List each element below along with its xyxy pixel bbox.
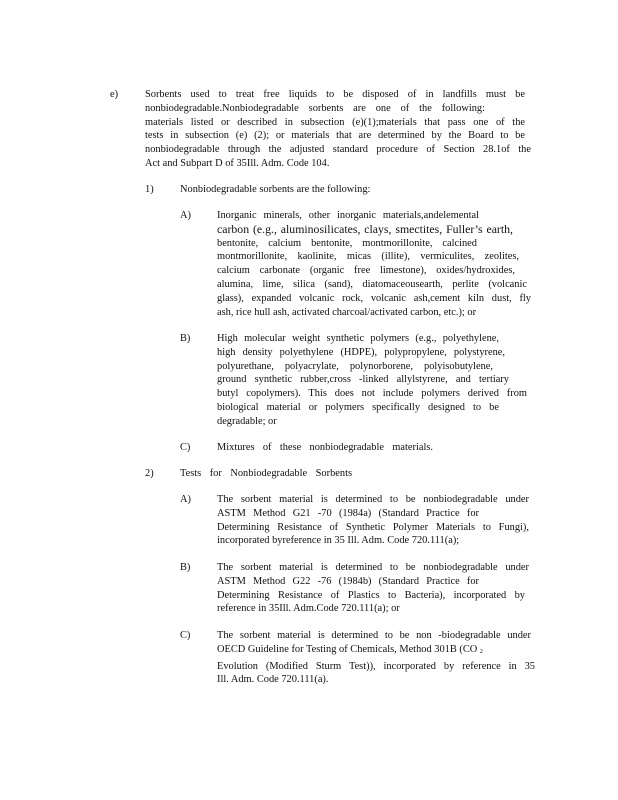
item-line: The sorbent material is determined to be nonbiodegradable under [217,494,529,505]
section-e-line: Sorbents used to treat free liquids to be disposed of in landfills must be [145,89,525,100]
section-e-label: e) [110,89,119,100]
item-line: bentonite, calcium bentonite, montmorillonite, calcined [217,237,477,249]
item-line: montmorillonite, kaolinite, micas (illite), vermiculites, zeolites, [217,251,519,263]
item-text [217,629,535,687]
subsection-2-heading: Tests for Nonbiodegradable Sorbents [180,468,352,479]
item-line: alumina, lime, silica (sand), diatomaceousearth, perlite (volcanic [217,278,527,290]
item-line: Determining Resistance of Plastics to Bacteria), incorporated by [217,589,525,601]
item-label: B) [180,562,191,573]
item-line: carbon (e.g., aluminosilicates, clays, smectites, Fuller’s earth, [217,221,513,236]
item-line: glass), expanded volcanic rock, volcanic ash,cement kiln dust, fly [217,292,531,304]
section-e-line: Act and Subpart D of 35Ill. Adm. Code 104. [145,157,330,169]
section-e-line: tests in subsection (e) (2); or materials that are determined by the Board to be [145,130,525,142]
item-line: Evolution (Modified Sturm Test)), incorporated by reference in 35 [217,660,535,672]
item-line: The sorbent material is determined to be nonbiodegradable under [217,562,529,573]
item-line: calcium carbonate (organic free limestone), oxides/hydroxides, [217,265,515,277]
item-line: Inorganic minerals, other inorganic materials,andelemental [217,210,479,221]
item-line: polyurethane, polyacrylate, polynorborene, polyisobutylene, [217,360,493,372]
item-line: Mixtures of these nonbiodegradable materials. [217,442,433,453]
item-line: reference in 35Ill. Adm.Code 720.111(a); or [217,603,400,615]
item-text [217,493,529,548]
item-label: C) [180,630,191,641]
item-line: biological material or polymers specifically designed to be [217,401,499,413]
subsection-1-label: 1) [145,184,154,195]
item-line: The sorbent material is determined to be non -biodegradable under [217,630,531,641]
item-label: A) [180,494,191,505]
section-e-line: materials listed or described in subsection (e)(1);materials that pass one of the [145,116,525,128]
item-label: C) [180,442,191,453]
item-label: B) [180,333,191,344]
section-e-line: nonbiodegradable.Nonbiodegradable sorbents are one of the following: [145,102,485,114]
item-text [217,332,527,429]
item-line: OECD Guideline for Testing of Chemicals, Method 301B (CO $_2$ [217,643,483,655]
item-line: Determining Resistance of Synthetic Polymer Materials to Fungi), [217,521,529,533]
co2-subscript: 2 [479,648,483,655]
item-line: Ill. Adm. Code 720.111(a). [217,674,329,686]
item-line: ASTM Method G22 -76 (1984b) (Standard Practice for [217,575,479,587]
item-line: High molecular weight synthetic polymers (e.g., polyethylene, [217,333,499,344]
item-line: high density polyethylene (HDPE), polypropylene, polystyrene, [217,346,505,358]
item-line: degradable; or [217,415,277,427]
section-e-text [145,88,531,171]
subsection-1-heading: Nonbiodegradable sorbents are the following: [180,184,371,195]
section-e-line: nonbiodegradable through the adjusted standard procedure of Section 28.1of the [145,144,531,156]
item-line: ASTM Method G21 -70 (1984a) (Standard Practice for [217,507,479,519]
item-line: incorporated byreference in 35 Ill. Adm. Code 720.111(a); [217,535,460,547]
item-line: butyl copolymers). This does not include polymers derived from [217,388,527,400]
item-label: A) [180,210,191,221]
item-text [217,441,433,455]
item-text [217,209,531,319]
subsection-2-label: 2) [145,468,154,479]
item-text [217,561,529,616]
item-line: ash, rice hull ash, activated charcoal/activated carbon, etc.); or [217,306,477,318]
item-line: ground synthetic rubber,cross -linked allylstyrene, and tertiary [217,374,509,386]
